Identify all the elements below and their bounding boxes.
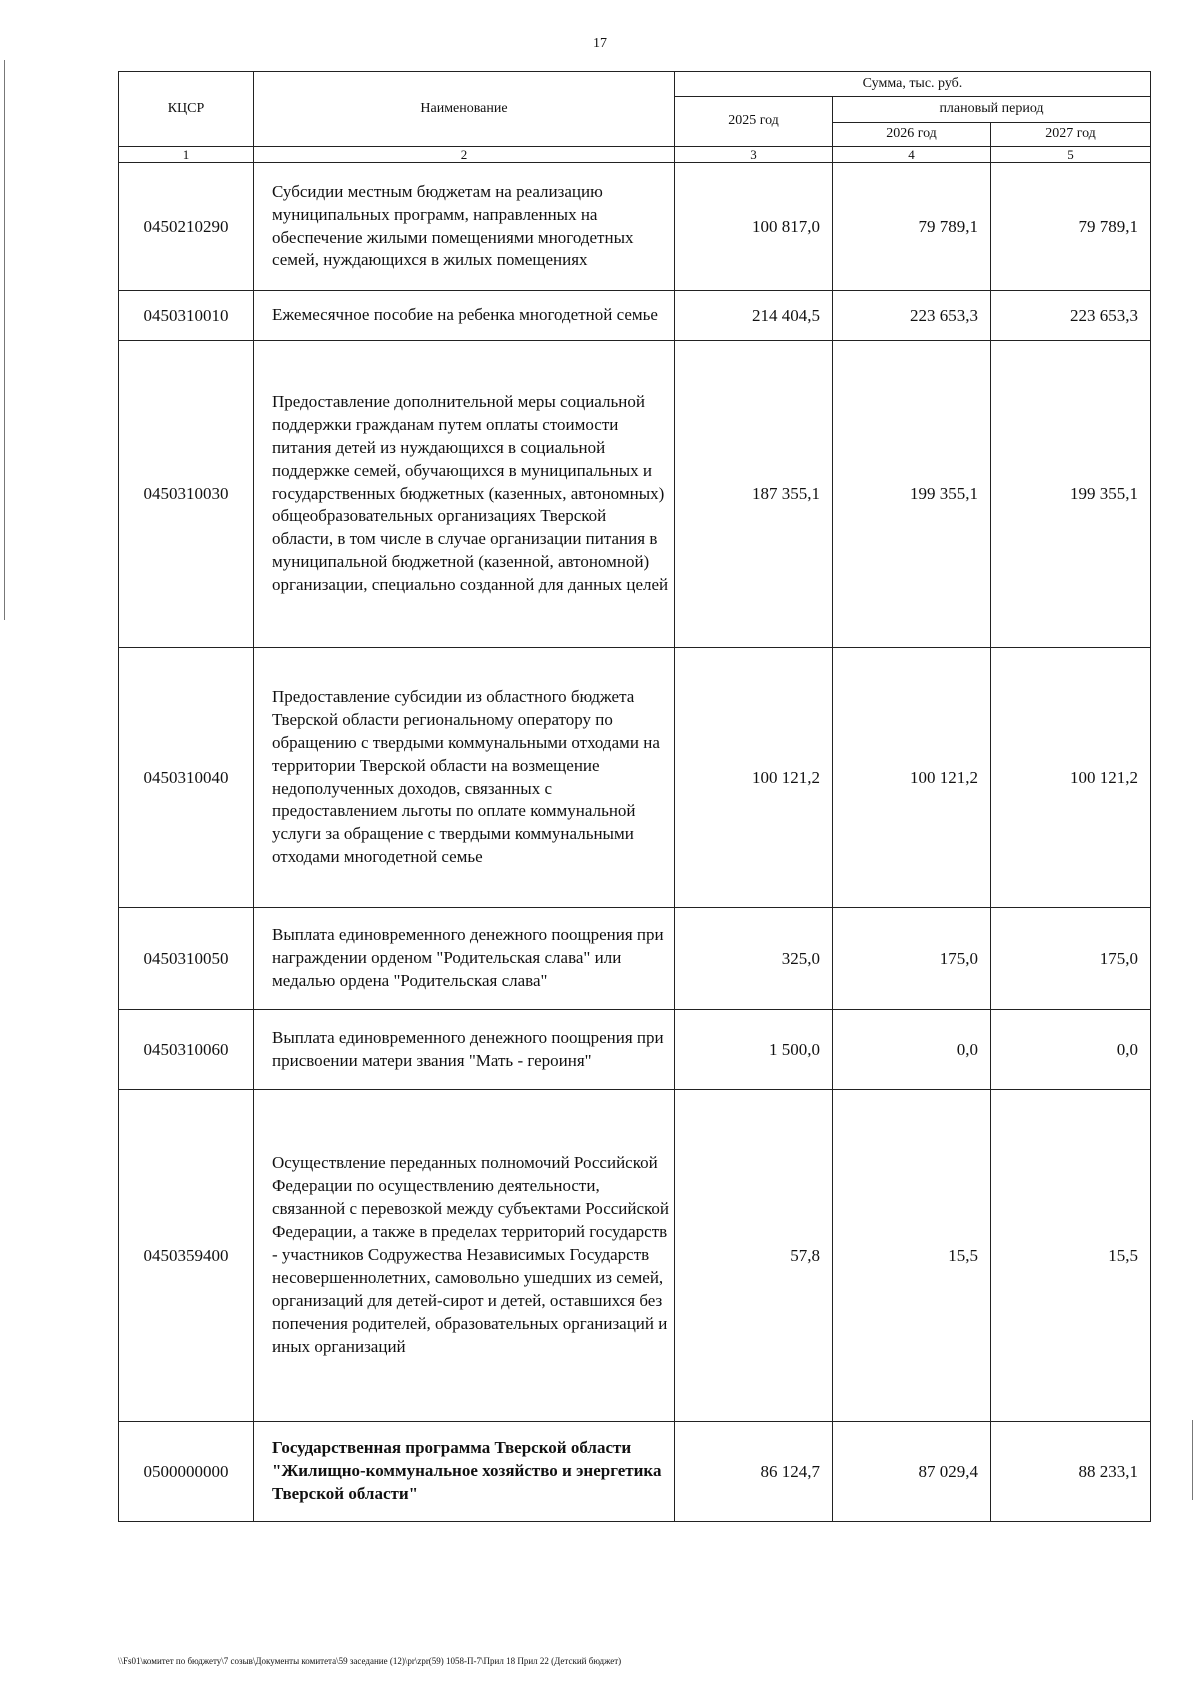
row-amount-2026: 100 121,2 [833, 648, 991, 908]
row-amount-2026: 87 029,4 [833, 1422, 991, 1522]
header-year-2025: 2025 год [675, 97, 833, 147]
column-number-row [119, 147, 1151, 163]
table-row [119, 1090, 1151, 1422]
row-amount-2027: 15,5 [991, 1090, 1151, 1422]
row-amount-2026: 15,5 [833, 1090, 991, 1422]
row-amount-2027: 100 121,2 [991, 648, 1151, 908]
row-code: 0450310050 [119, 908, 254, 1010]
header-name: Наименование [254, 72, 675, 147]
row-amount-2025: 1 500,0 [675, 1010, 833, 1090]
row-name: Субсидии местным бюджетам на реализацию муниципальных программ, направленных на обеспечение жилыми помещениями многодетных семей, нуждающихся в жилых помещениях [254, 163, 675, 291]
row-code: 0450210290 [119, 163, 254, 291]
row-amount-2025: 57,8 [675, 1090, 833, 1422]
row-amount-2027: 79 789,1 [991, 163, 1151, 291]
table-row [119, 648, 1151, 908]
row-name: Предоставление субсидии из областного бюджета Тверской области региональному оператору по обращению с твердыми коммунальными отходами на территории Тверской области на возмещение недополученных доходов, связанных с предоставлением льготы по оплате коммунальной услуги за обращение с твердыми коммунальными отходами многодетной семье [254, 648, 675, 908]
row-name: Осуществление переданных полномочий Российской Федерации по осуществлению деятельности, связанной с перевозкой между субъектами Российской Федерации, а также в пределах территорий государств - участников Содружества Независимых Государств несовершеннолетних, самовольно ушедших из семей, организаций для детей-сирот и детей, оставшихся без попечения родителей, образовательных организаций и иных организаций [254, 1090, 675, 1422]
row-name: Предоставление дополнительной меры социальной поддержки гражданам путем оплаты стоимости питания детей из нуждающихся в социальной поддержке семей, обучающихся в муниципальных и государственных бюджетных (казенных, автономных) общеобразовательных организациях Тверской области, в том числе в случае организации питания в муниципальной бюджетной (казенной, автономной) организации, специально созданной для данных целей [254, 341, 675, 648]
row-amount-2025: 86 124,7 [675, 1422, 833, 1522]
header-kcsr: КЦСР [119, 72, 254, 147]
row-amount-2025: 325,0 [675, 908, 833, 1010]
footer-file-path: \\Fs01\комитет по бюджету\7 созыв\Документы комитета\59 заседание (12)\pr\zpr(59) 1058-П-7\Прил 18 Прил 22 (Детский бюджет) [118, 1656, 622, 1666]
row-amount-2025: 100 121,2 [675, 648, 833, 908]
scan-margin-mark [4, 60, 5, 620]
table-row [119, 163, 1151, 291]
row-amount-2027: 199 355,1 [991, 341, 1151, 648]
column-number: 2 [254, 147, 675, 163]
row-code: 0450310030 [119, 341, 254, 648]
scan-margin-mark [1192, 1420, 1193, 1500]
table-row [119, 291, 1151, 341]
row-amount-2027: 175,0 [991, 908, 1151, 1010]
header-planned-period: плановый период [833, 97, 1151, 123]
row-amount-2025: 214 404,5 [675, 291, 833, 341]
row-name: Государственная программа Тверской области "Жилищно-коммунальное хозяйство и энергетика Тверской области" [254, 1422, 675, 1522]
row-amount-2027: 88 233,1 [991, 1422, 1151, 1522]
row-code: 0450359400 [119, 1090, 254, 1422]
column-number: 4 [833, 147, 991, 163]
table-row-program-total [119, 1422, 1151, 1522]
column-number: 5 [991, 147, 1151, 163]
row-amount-2025: 187 355,1 [675, 341, 833, 648]
row-name: Выплата единовременного денежного поощрения при присвоении матери звания "Мать - героиня" [254, 1010, 675, 1090]
row-amount-2026: 79 789,1 [833, 163, 991, 291]
header-sum: Сумма, тыс. руб. [675, 72, 1151, 97]
row-code: 0450310010 [119, 291, 254, 341]
row-amount-2027: 223 653,3 [991, 291, 1151, 341]
row-amount-2026: 223 653,3 [833, 291, 991, 341]
header-year-2027: 2027 год [991, 123, 1151, 147]
table-header [119, 72, 1151, 163]
row-code: 0450310040 [119, 648, 254, 908]
header-year-2026: 2026 год [833, 123, 991, 147]
column-number: 3 [675, 147, 833, 163]
page-number: 17 [593, 36, 607, 51]
row-amount-2026: 0,0 [833, 1010, 991, 1090]
row-name: Ежемесячное пособие на ребенка многодетной семье [254, 291, 675, 341]
row-amount-2027: 0,0 [991, 1010, 1151, 1090]
budget-table [118, 71, 1151, 1522]
row-code: 0450310060 [119, 1010, 254, 1090]
table-row [119, 341, 1151, 648]
row-amount-2026: 199 355,1 [833, 341, 991, 648]
row-amount-2025: 100 817,0 [675, 163, 833, 291]
row-amount-2026: 175,0 [833, 908, 991, 1010]
row-code: 0500000000 [119, 1422, 254, 1522]
column-number: 1 [119, 147, 254, 163]
table-row [119, 908, 1151, 1010]
row-name: Выплата единовременного денежного поощрения при награждении орденом "Родительская слава" или медалью ордена "Родительская слава" [254, 908, 675, 1010]
table-row [119, 1010, 1151, 1090]
